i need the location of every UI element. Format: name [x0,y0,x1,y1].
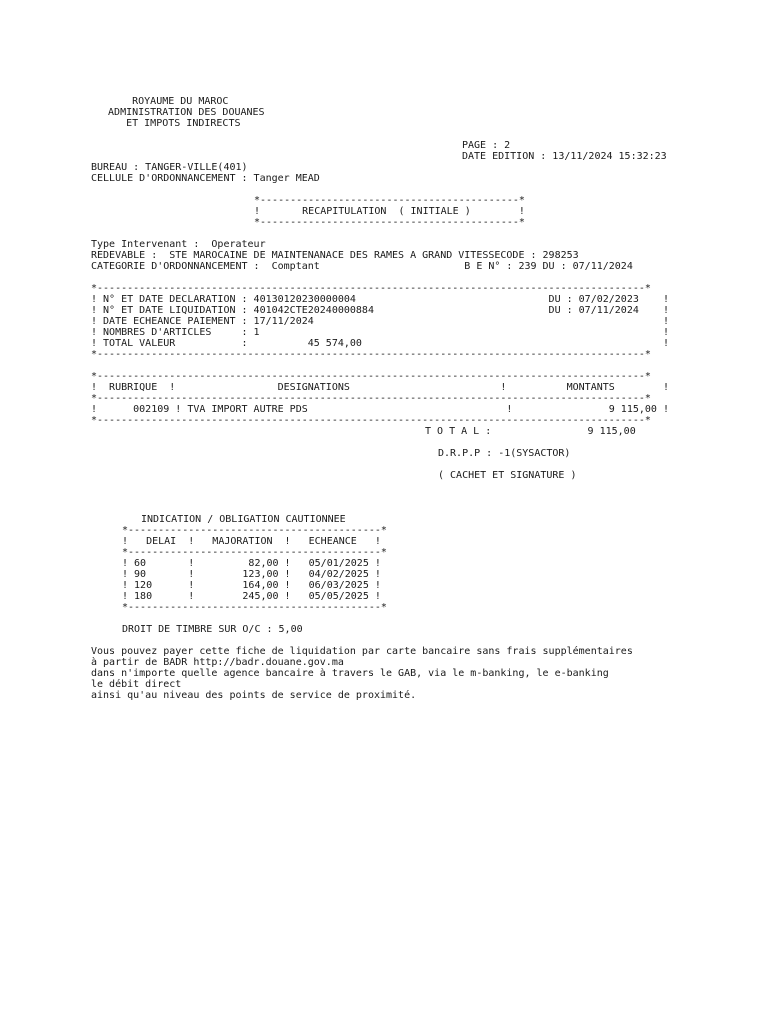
redevable: REDEVABLE : STE MAROCAINE DE MAINTENANACE DES RAMES A GRAND VITESSECODE : 298253 [91,250,579,261]
date-echeance: ! DATE ECHEANCE PAIEMENT : 17/11/2024 ! [91,316,669,327]
payment-note-line-5: ainsi qu'au niveau des points de service de proximité. [91,690,417,701]
table-row: ! 002109 ! TVA IMPORT AUTRE PDS ! 9 115,00 ! [91,404,669,415]
nombre-articles: ! NOMBRES D'ARTICLES : 1 ! [91,327,669,338]
payment-note-line-3: dans n'importe quelle agence bancaire à travers le GAB, via le m-banking, le e-banking [91,668,609,679]
payment-note-line-4: le débit direct [91,679,182,690]
header-line-2: ADMINISTRATION DES DOUANES [96,107,265,118]
categorie-ordonnancement: CATEGORIE D'ORDONNANCEMENT : Comptant B E N° : 239 DU : 07/11/2024 [91,261,633,272]
header-line-3: ET IMPOTS INDIRECTS [96,118,241,129]
total-line: T O T A L : 9 115,00 [425,426,636,437]
total-valeur: ! TOTAL VALEUR : 45 574,00 ! [91,338,669,349]
payment-note-line-1: Vous pouvez payer cette fiche de liquidation par carte bancaire sans frais supplémentaires [91,646,633,657]
recap-border-top: *-------------------------------------------* [254,195,525,206]
header-line-1: ROYAUME DU MAROC [96,96,229,107]
table-row: ! 90 ! 123,00 ! 04/02/2025 ! [122,569,381,580]
liquidation-number: ! N° ET DATE LIQUIDATION : 401042CTE20240000884 DU : 07/11/2024 ! [91,305,669,316]
cachet-signature: ( CACHET ET SIGNATURE ) [438,470,577,481]
rubrique-border-top: *-------------------------------------------------------------------------------------------* [91,371,651,382]
table-row: ! 120 ! 164,00 ! 06/03/2025 ! [122,580,381,591]
caution-header: ! DELAI ! MAJORATION ! ECHEANCE ! [122,536,381,547]
declaration-number: ! N° ET DATE DECLARATION : 40130120230000004 DU : 07/02/2023 ! [91,294,669,305]
drpp: D.R.P.P : -1(SYSACTOR) [438,448,571,459]
recap-border-bottom: *-------------------------------------------* [254,217,525,228]
table-row: ! 180 ! 245,00 ! 05/05/2025 ! [122,591,381,602]
caution-border-top: *------------------------------------------* [122,525,387,536]
date-edition: DATE EDITION : 13/11/2024 15:32:23 [462,151,667,162]
payment-note-line-2: à partir de BADR http://badr.douane.gov.ma [91,657,344,668]
caution-header-border: *------------------------------------------* [122,547,387,558]
bureau: BUREAU : TANGER-VILLE(401) [91,162,248,173]
droit-timbre: DROIT DE TIMBRE SUR O/C : 5,00 [122,624,303,635]
rubrique-header-border: *-------------------------------------------------------------------------------------------* [91,393,651,404]
table-row: ! 60 ! 82,00 ! 05/01/2025 ! [122,558,381,569]
caution-border-bottom: *------------------------------------------* [122,602,387,613]
rubrique-border-bottom: *-------------------------------------------------------------------------------------------* [91,415,651,426]
recap-title: ! RECAPITULATION ( INITIALE ) ! [254,206,525,217]
page-number: PAGE : 2 [462,140,511,151]
type-intervenant: Type Intervenant : Operateur [91,239,266,250]
cellule-ordonnancement: CELLULE D'ORDONNANCEMENT : Tanger MEAD [91,173,320,184]
declaration-border-top: *-------------------------------------------------------------------------------------------* [91,283,651,294]
rubrique-header: ! RUBRIQUE ! DESIGNATIONS ! MONTANTS ! [91,382,669,393]
caution-title: INDICATION / OBLIGATION CAUTIONNEE [141,514,346,525]
declaration-border-bottom: *-------------------------------------------------------------------------------------------* [91,349,651,360]
